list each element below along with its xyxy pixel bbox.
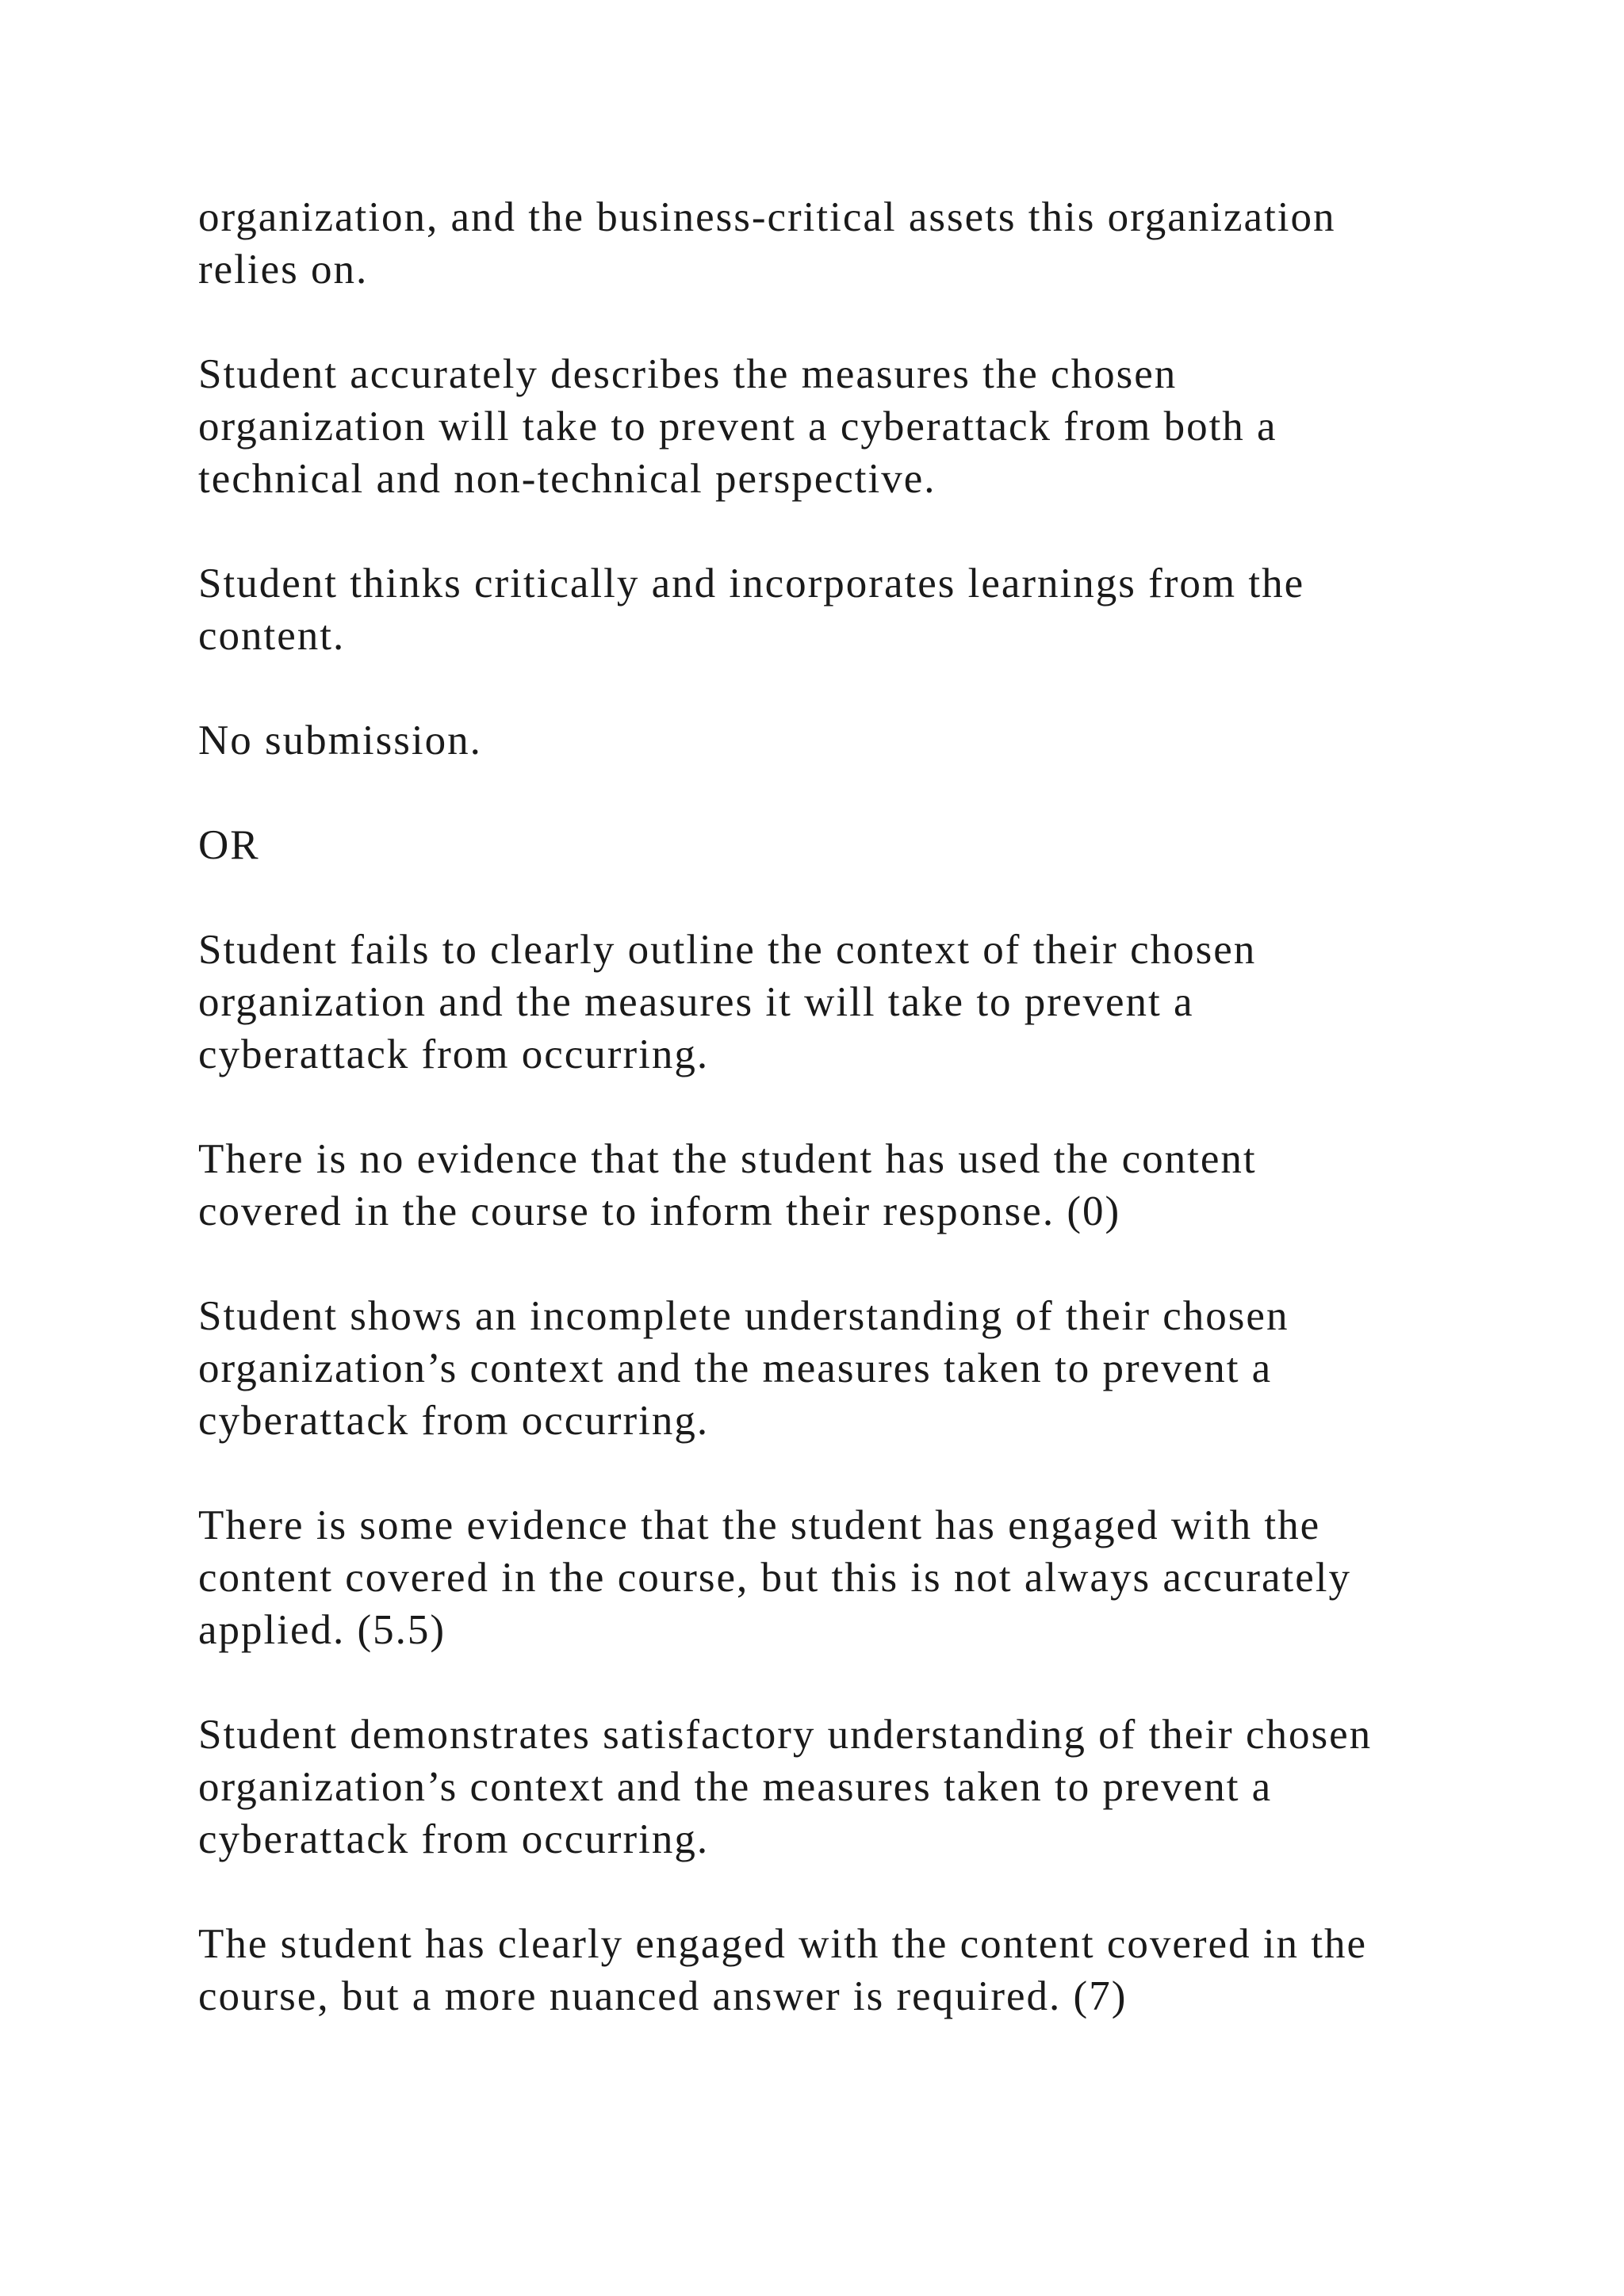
paragraph-clearly-engaged: The student has clearly engaged with the content covered in the course, but a more nuanced answer is required. (7) xyxy=(198,1921,1368,2019)
paragraph-no-submission: No submission. xyxy=(198,718,482,763)
paragraph-some-evidence: There is some evidence that the student has engaged with the content covered in the course, but this is not always accurately applied. (5.5) xyxy=(198,1502,1352,1653)
paragraph-fails-outline: Student fails to clearly outline the context of their chosen organization and the measures it will take to prevent a cyberattack from occurring. xyxy=(198,927,1257,1077)
paragraph-critical-thinking: Student thinks critically and incorporates learnings from the content. xyxy=(198,561,1305,659)
paragraph-satisfactory-understanding: Student demonstrates satisfactory understanding of their chosen organization’s context and the measures taken to prevent a cyberattack from occurring. xyxy=(198,1712,1373,1862)
paragraph-incomplete-understanding: Student shows an incomplete understanding of their chosen organization’s context and the measures taken to prevent a cyberattack from occurring. xyxy=(198,1293,1289,1444)
paragraph-or: OR xyxy=(198,822,260,868)
paragraph-measures-description: Student accurately describes the measures the chosen organization will take to prevent a cyberattack from both a technical and non-technical perspective. xyxy=(198,351,1277,502)
document-body xyxy=(198,191,1499,2075)
paragraph-no-evidence: There is no evidence that the student has used the content covered in the course to inform their response. (0) xyxy=(198,1136,1257,1234)
paragraph-assets: organization, and the business-critical assets this organization relies on. xyxy=(198,194,1336,293)
